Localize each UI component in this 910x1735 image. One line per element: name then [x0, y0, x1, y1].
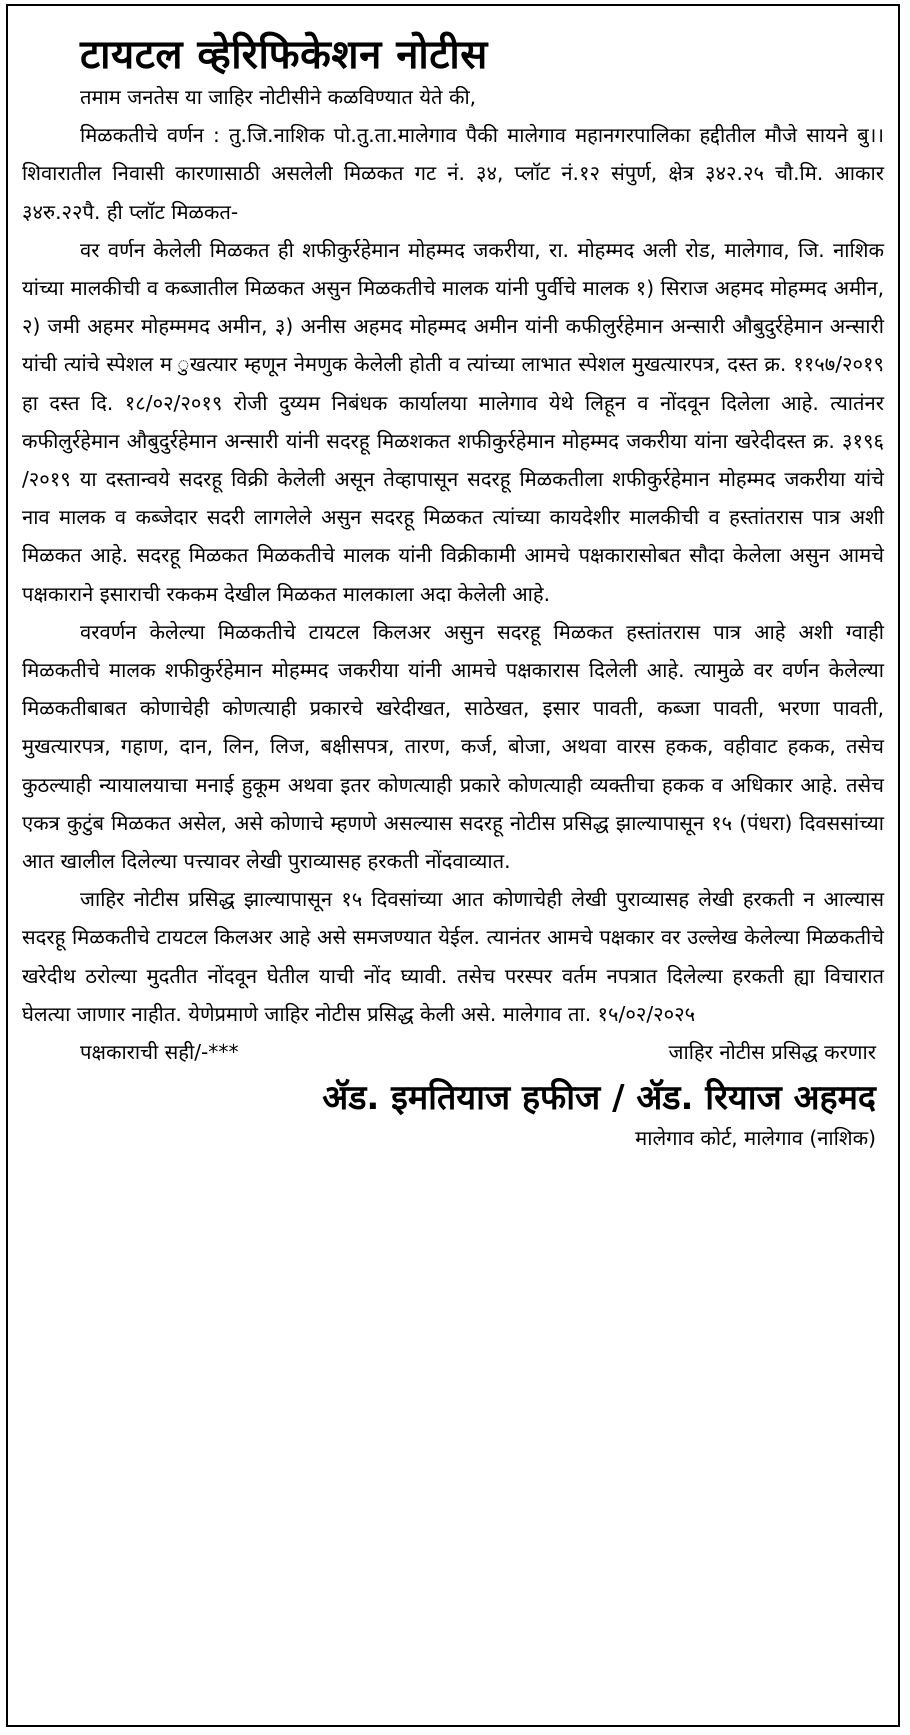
publisher-label: जाहिर नोटीस प्रसिद्ध करणार — [668, 1040, 876, 1065]
signature-row — [22, 1033, 884, 1071]
advocate-names: ॲड. इमतियाज हफीज / ॲड. रियाज अहमद — [322, 1078, 876, 1119]
notice-title: टायटल व्हेरिफिकेशन नोटीस — [80, 32, 488, 78]
objection-call-paragraph: वरवर्णन केलेल्या मिळकतीचे टायटल किलअर असुन सदरहू मिळकत हस्तांतरास पात्र आहे अशी ग्वाही मिळकतीचे मालक शफीकुर्रहेमान मोहम्मद जकरीया यांनी आमचे पक्षकारास दिलेली आहे. त्यामुळे वर वर्णन केलेल्या मिळकतीबाबत कोणाचेही कोणत्याही प्रकारचे खरेदीखत, साठेखत, इसार पावती, कब्जा पावती, भरणा पावती, मुखत्यारपत्र, गहाण, दान, लिन, लिज, बक्षीसपत्र, तारण, कर्ज, बोजा, अथवा वारस हकक, वहीवाट हकक, तसेच कुठल्याही न्यायालयाचा मनाई हुकूम अथवा इतर कोणत्याही प्रकारे कोणत्याही व्यक्तीचा हकक व अधिकार आहे. तसेच एकत्र कुटुंब मिळकत असेल, असे कोणाचे म्हणणे असल्यास सदरहू नोटीस प्रसिद्ध झाल्यापासून १५ (पंधरा) दिवससांच्या आत खालील दिलेल्या पत्त्यावर लेखी पुराव्यासह हरकती नोंदवाव्यात. — [22, 619, 884, 874]
property-description-paragraph: मिळकतीचे वर्णन : तु.जि.नाशिक पो.तु.ता.मालेगाव पैकी मालेगाव महानगरपालिका हद्दीतील मौजे सायने बु।। शिवारातील निवासी कारणासाठी असलेली मिळकत गट नं. ३४, प्लॉट नं.१२ संपुर्ण, क्षेत्र ३४२.२५ चौ.मि. आकार ३४रु.२२पै. ही प्लॉट मिळकत- — [22, 123, 884, 224]
advocate-address: मालेगाव कोर्ट, मालेगाव (नाशिक) — [635, 1126, 876, 1151]
notice-box — [6, 4, 900, 1727]
notice-intro: तमाम जनतेस या जाहिर नोटीसीने कळविण्यात येते की, — [80, 85, 477, 109]
closing-paragraph: जाहिर नोटीस प्रसिद्ध झाल्यापासून १५ दिवसांच्या आत कोणाचेही लेखी पुराव्यासह लेखी हरकती न आल्यास सदरहू मिळकतीचे टायटल किलअर आहे असे समजण्यात येईल. त्यानंतर आमचे पक्षकार वर उल्लेख केलेल्या मिळकतीचे खरेदीथ ठरोल्या मुदतीत नोंदवून घेतील याची नोंद घ्यावी. तसेच परस्पर वर्तम नपत्रात दिलेल्या हरकती ह्या विचारात घेलत्या जाणार नाहीत. येणेप्रमाणे जाहिर नोटीस प्रसिद्ध केली असे. मालेगाव ता. १५/०२/२०२५ — [22, 887, 884, 1026]
ownership-history-paragraph: वर वर्णन केलेली मिळकत ही शफीकुर्रहेमान मोहम्मद जकरीया, रा. मोहम्मद अली रोड, मालेगाव, जि. नाशिक यांच्या मालकीची व कब्जातील मिळकत असुन मिळकतीचे मालक यांनी पुर्वीचे मालक १) सिराज अहमद मोहम्मद अमीन, २) जमी अहमर मोहम्ममद अमीन, ३) अनीस अहमद मोहम्मद अमीन यांनी कफीलुर्रहेमान अन्सारी औबुदुर्रहेमान अन्सारी यांची त्यांचे स्पेशल म ुखत्यार म्हणून नेमणुक केलेली होती व त्यांच्या लाभात स्पेशल मुखत्यारपत्र, दस्त क्र. ११५७/२०१९ हा दस्त दि. १८/०२/२०१९ रोजी दुय्यम निबंधक कार्यालया मालेगाव येथे लिहून व नोंदवून दिलेला आहे. त्यातंनर कफीलुर्रहेमान औबुदुर्रहेमान अन्सारी यांनी सदरहू मिळशकत शफीकुर्रहेमान मोहम्मद जकरीया यांना खरेदीदस्त क्र. ३१९६ /२०१९ या दस्तान्वये सदरहू विक्री केलेली असून तेव्हापासून सदरहू मिळकतीला शफीकुर्रहेमान मोहम्मद जकरीया यांचे नाव मालक व कब्जेदार सदरी लागलेले असुन सदरहू मिळकत त्यांच्या कायदेशीर मालकीची व हस्तांतरास पात्र अशी मिळकत आहे. सदरहू मिळकत मिळकतीचे मालक यांनी विक्रीकामी आमचे पक्षकारासोबत सौदा केलेला असुन आमचे पक्षकाराने इसाराची रककम देखील मिळकत मालकाला अदा केलेली आहे. — [22, 237, 884, 606]
client-signature: पक्षकाराची सही/-*** — [80, 1040, 239, 1065]
